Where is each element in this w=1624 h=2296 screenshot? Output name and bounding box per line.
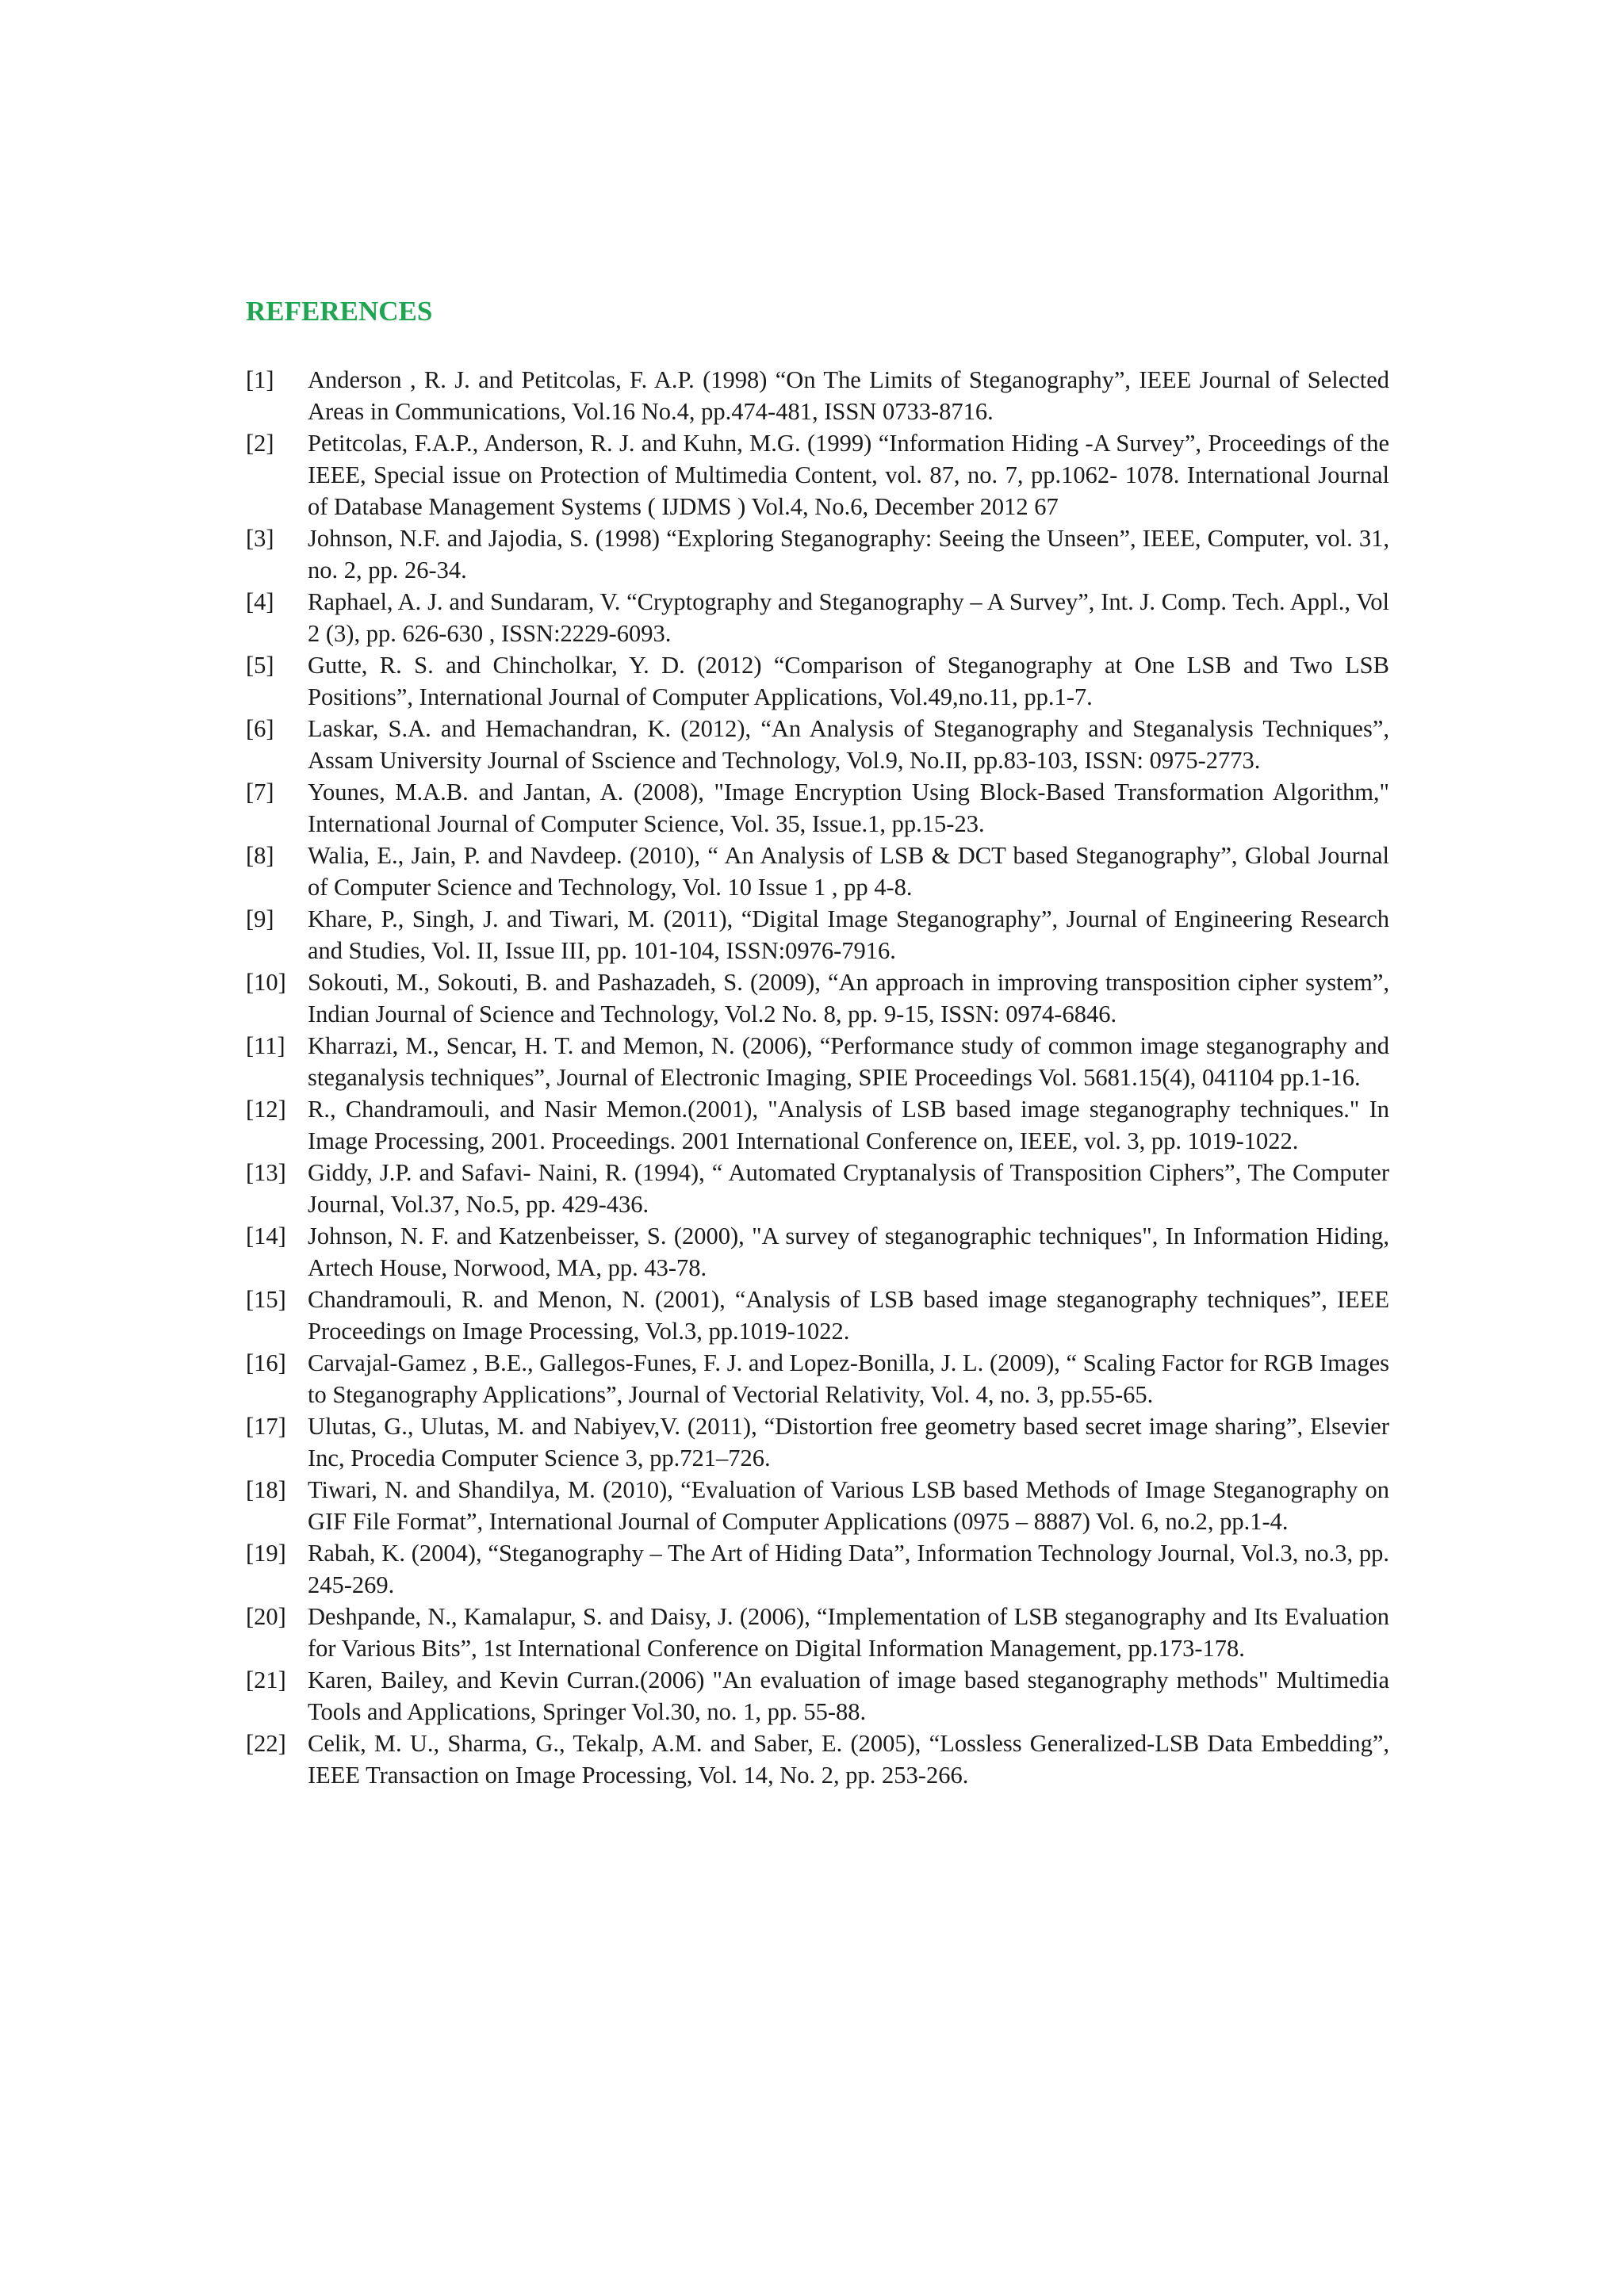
reference-number: [21]: [246, 1667, 286, 1693]
reference-item: [246, 840, 1389, 903]
reference-text: Laskar, S.A. and Hemachandran, K. (2012), “An Analysis of Steganography and Steganalysis Techniques”, Assam University Journal of Sscience and Technology, Vol.9, No.II, pp.83-103, ISSN: 0975-2773.: [308, 715, 1389, 774]
reference-item: [246, 649, 1389, 713]
reference-item: [246, 364, 1389, 427]
reference-item: [246, 427, 1389, 522]
reference-item: [246, 1601, 1389, 1664]
reference-text: Khare, P., Singh, J. and Tiwari, M. (2011), “Digital Image Steganography”, Journal of Engineering Research and Studies, Vol. II, Issue III, pp. 101-104, ISSN:0976-7916.: [308, 905, 1389, 964]
reference-item: [246, 1157, 1389, 1220]
reference-number: [13]: [246, 1159, 286, 1186]
reference-number: [6]: [246, 715, 274, 742]
reference-text: Rabah, K. (2004), “Steganography – The Art of Hiding Data”, Information Technology Journal, Vol.3, no.3, pp. 245-269.: [308, 1540, 1389, 1598]
reference-number: [11]: [246, 1032, 285, 1059]
reference-number: [4]: [246, 588, 274, 615]
reference-number: [7]: [246, 779, 274, 806]
reference-number: [16]: [246, 1349, 286, 1376]
reference-item: [246, 1347, 1389, 1410]
reference-number: [18]: [246, 1476, 286, 1503]
reference-item: [246, 1410, 1389, 1474]
reference-item: [246, 713, 1389, 776]
section-heading: REFERENCES: [246, 296, 433, 327]
reference-text: Deshpande, N., Kamalapur, S. and Daisy, J. (2006), “Implementation of LSB steganography and Its Evaluation for Various Bits”, 1st International Conference on Digital Information Management, pp.173-178.: [308, 1603, 1389, 1662]
reference-text: Carvajal-Gamez , B.E., Gallegos-Funes, F. J. and Lopez-Bonilla, J. L. (2009), “ Scaling Factor for RGB Images to Steganography Applications”, Journal of Vectorial Relativity, Vol. 4, no. 3, pp.55-65.: [308, 1349, 1389, 1408]
reference-number: [5]: [246, 652, 274, 679]
reference-text: Tiwari, N. and Shandilya, M. (2010), “Evaluation of Various LSB based Methods of Image Steganography on GIF File Format”, International Journal of Computer Applications (0975 – 8887) Vol. 6, no.2, pp.1-4.: [308, 1476, 1389, 1535]
reference-item: [246, 1030, 1389, 1093]
reference-text: Sokouti, M., Sokouti, B. and Pashazadeh, S. (2009), “An approach in improving transposition cipher system”, Indian Journal of Science and Technology, Vol.2 No. 8, pp. 9-15, ISSN: 0974-6846.: [308, 969, 1389, 1027]
reference-item: [246, 1474, 1389, 1537]
reference-item: [246, 1284, 1389, 1347]
reference-text: Ulutas, G., Ulutas, M. and Nabiyev,V. (2011), “Distortion free geometry based secret image sharing”, Elsevier Inc, Procedia Computer Science 3, pp.721–726.: [308, 1413, 1389, 1471]
reference-number: [20]: [246, 1603, 286, 1630]
reference-text: Celik, M. U., Sharma, G., Tekalp, A.M. and Saber, E. (2005), “Lossless Generalized-LSB Data Embedding”, IEEE Transaction on Image Processing, Vol. 14, No. 2, pp. 253-266.: [308, 1730, 1389, 1789]
reference-text: Petitcolas, F.A.P., Anderson, R. J. and Kuhn, M.G. (1999) “Information Hiding -A Survey”, Proceedings of the IEEE, Special issue on Protection of Multimedia Content, vol. 87, no. 7, pp.1062- 1078. International Journal of Database Management Systems ( IJDMS ) Vol.4, No.6, December 2012 67: [308, 430, 1389, 520]
reference-number: [22]: [246, 1730, 286, 1757]
reference-text: Chandramouli, R. and Menon, N. (2001), “Analysis of LSB based image steganography techniques”, IEEE Proceedings on Image Processing, Vol.3, pp.1019-1022.: [308, 1286, 1389, 1345]
reference-text: Younes, M.A.B. and Jantan, A. (2008), "Image Encryption Using Block-Based Transformation Algorithm," International Journal of Computer Science, Vol. 35, Issue.1, pp.15-23.: [308, 779, 1389, 837]
reference-item: [246, 1537, 1389, 1601]
reference-number: [19]: [246, 1540, 286, 1567]
reference-text: Johnson, N. F. and Katzenbeisser, S. (2000), "A survey of steganographic techniques", In Information Hiding, Artech House, Norwood, MA, pp. 43-78.: [308, 1223, 1389, 1281]
reference-number: [17]: [246, 1413, 286, 1440]
reference-item: [246, 586, 1389, 649]
reference-text: Karen, Bailey, and Kevin Curran.(2006) "An evaluation of image based steganography methods" Multimedia Tools and Applications, Springer Vol.30, no. 1, pp. 55-88.: [308, 1667, 1389, 1725]
reference-text: Walia, E., Jain, P. and Navdeep. (2010), “ An Analysis of LSB & DCT based Steganography”, Global Journal of Computer Science and Technology, Vol. 10 Issue 1 , pp 4-8.: [308, 842, 1389, 901]
reference-item: [246, 1664, 1389, 1728]
reference-number: [1]: [246, 366, 274, 393]
reference-item: [246, 903, 1389, 966]
reference-item: [246, 776, 1389, 840]
reference-text: R., Chandramouli, and Nasir Memon.(2001), "Analysis of LSB based image steganography techniques." In Image Processing, 2001. Proceedings. 2001 International Conference on, IEEE, vol. 3, pp. 1019-1022.: [308, 1096, 1389, 1154]
reference-text: Anderson , R. J. and Petitcolas, F. A.P. (1998) “On The Limits of Steganography”, IEEE Journal of Selected Areas in Communications, Vol.16 No.4, pp.474-481, ISSN 0733-8716.: [308, 366, 1389, 425]
reference-text: Johnson, N.F. and Jajodia, S. (1998) “Exploring Steganography: Seeing the Unseen”, IEEE, Computer, vol. 31, no. 2, pp. 26-34.: [308, 525, 1389, 584]
reference-number: [8]: [246, 842, 274, 869]
reference-text: Kharrazi, M., Sencar, H. T. and Memon, N. (2006), “Performance study of common image steganography and steganalysis techniques”, Journal of Electronic Imaging, SPIE Proceedings Vol. 5681.15(4), 041104 pp.1-16.: [308, 1032, 1389, 1091]
reference-item: [246, 1093, 1389, 1157]
reference-number: [14]: [246, 1223, 286, 1249]
reference-text: Gutte, R. S. and Chincholkar, Y. D. (2012) “Comparison of Steganography at One LSB and Two LSB Positions”, International Journal of Computer Applications, Vol.49,no.11, pp.1-7.: [308, 652, 1389, 710]
reference-item: [246, 1220, 1389, 1284]
reference-item: [246, 1728, 1389, 1791]
reference-number: [10]: [246, 969, 286, 996]
reference-list: [246, 364, 1389, 1791]
reference-number: [3]: [246, 525, 274, 552]
reference-number: [9]: [246, 905, 274, 932]
reference-item: [246, 522, 1389, 586]
reference-number: [2]: [246, 430, 274, 457]
reference-item: [246, 966, 1389, 1030]
reference-number: [15]: [246, 1286, 286, 1313]
reference-number: [12]: [246, 1096, 286, 1123]
reference-text: Giddy, J.P. and Safavi- Naini, R. (1994), “ Automated Cryptanalysis of Transposition Ciphers”, The Computer Journal, Vol.37, No.5, pp. 429-436.: [308, 1159, 1389, 1218]
reference-text: Raphael, A. J. and Sundaram, V. “Cryptography and Steganography – A Survey”, Int. J. Comp. Tech. Appl., Vol 2 (3), pp. 626-630 , ISSN:2229-6093.: [308, 588, 1389, 647]
